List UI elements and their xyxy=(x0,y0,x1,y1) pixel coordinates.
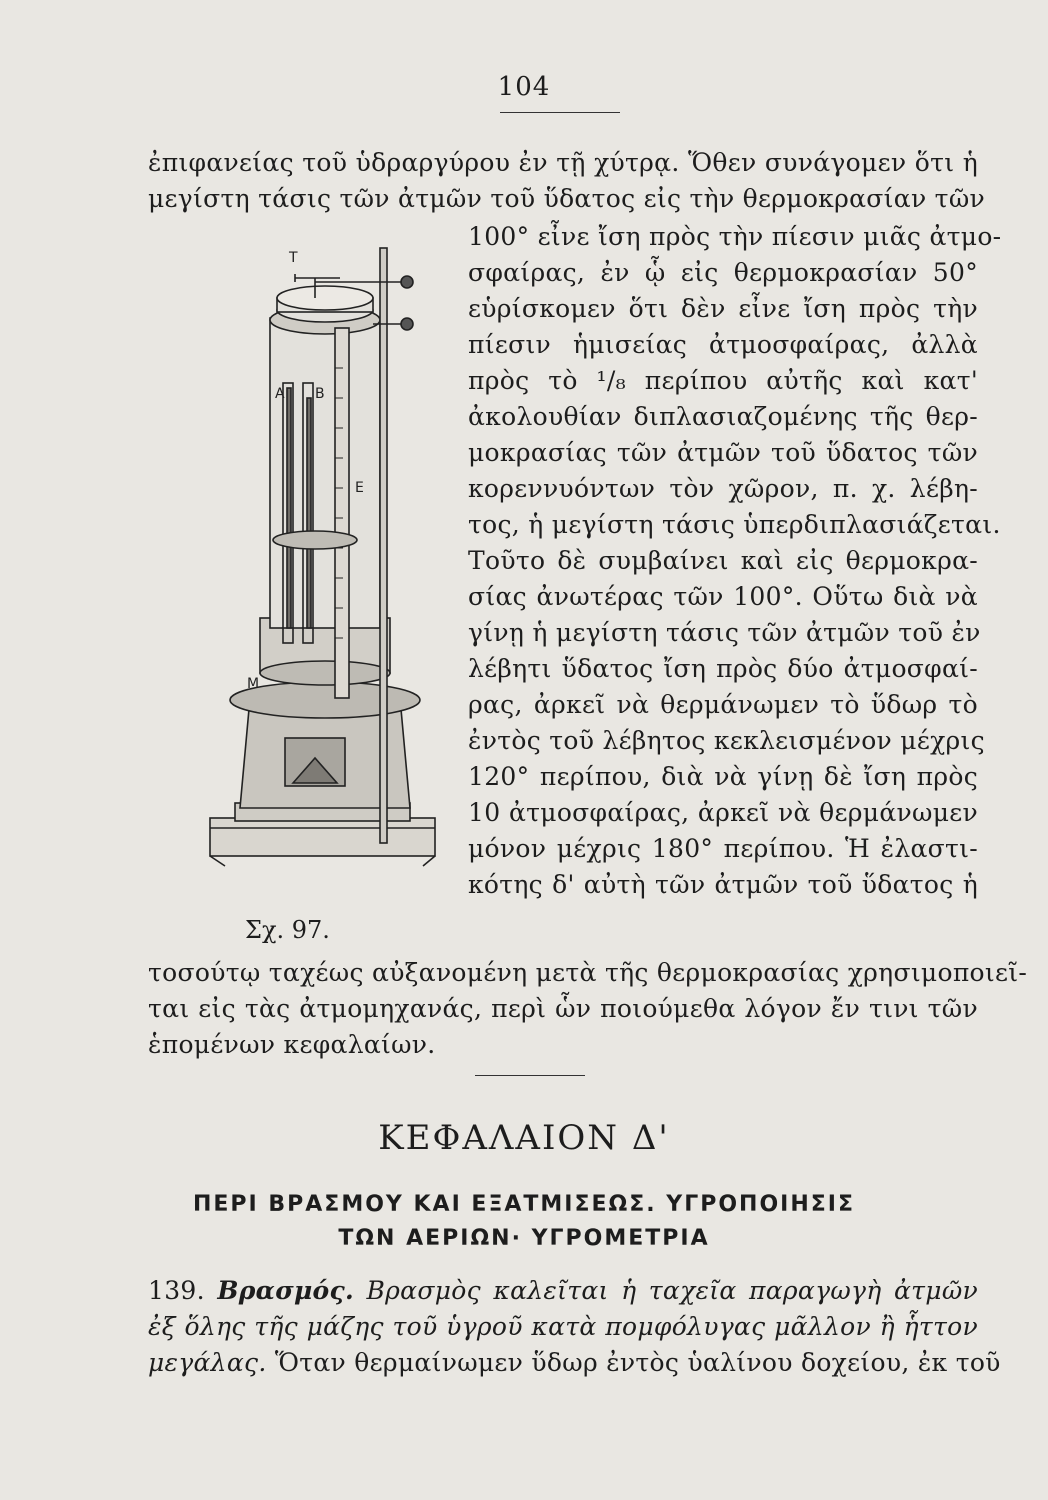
text-line: κορεννυόντων τὸν χῶρον, π. χ. λέβη- xyxy=(468,474,978,503)
text-line: μοκρασίας τῶν ἀτμῶν τοῦ ὕδατος τῶν xyxy=(468,438,978,467)
text-line: εὑρίσκομεν ὅτι δὲν εἶνε ἴση πρὸς τὴν xyxy=(468,294,978,323)
text-line: τοσούτῳ ταχέως αὐξανομένη μετὰ τῆς θερμοκρασίας χρησιμοποιεῖ- xyxy=(148,958,1028,987)
text-line: λέβητι ὕδατος ἴση πρὸς δύο ἀτμοσφαί- xyxy=(468,654,978,683)
paragraph-text: μεγάλας. xyxy=(148,1348,267,1377)
text-line: 100° εἶνε ἴση πρὸς τὴν πίεσιν μιᾶς ἀτμο- xyxy=(468,222,1002,251)
paragraph-text: Ὅταν θερμαίνωμεν ὕδωρ ἐντὸς ὑαλίνου δοχείου, ἐκ τοῦ xyxy=(274,1348,1001,1377)
section-title: ΤΩΝ ΑΕΡΙΩΝ· ΥΓΡΟΜΕΤΡΙΑ xyxy=(338,1226,710,1251)
chapter-title: ΚΕΦΑΛΑΙΟΝ Δ' xyxy=(378,1118,670,1158)
paragraph-text: Βρασμὸς καλεῖται ἡ ταχεῖα παραγωγὴ ἀτμῶν xyxy=(366,1276,979,1305)
text-line: ἑπομένων κεφαλαίων. xyxy=(148,1030,436,1059)
text-line: ἀκολουθίαν διπλασιαζομένης τῆς θερ- xyxy=(468,402,978,431)
text-line: 120° περίπου, διὰ νὰ γίνῃ δὲ ἴση πρὸς xyxy=(468,762,978,791)
text-line: κότης δ' αὐτὴ τῶν ἀτμῶν τοῦ ὕδατος ἡ xyxy=(468,870,978,899)
text-line: μόνον μέχρις 180° περίπου. Ἡ ἐλαστι- xyxy=(468,834,978,863)
paragraph-number: 139. xyxy=(148,1276,205,1305)
text-line: ἐπιφανείας τοῦ ὑδραργύρου ἐν τῇ χύτρᾳ. Ὅθεν συνάγομεν ὅτι ἡ xyxy=(148,148,978,177)
section-title: ΠΕΡΙ ΒΡΑΣΜΟΥ ΚΑΙ ΕΞΑΤΜΙΣΕΩΣ. ΥΓΡΟΠΟΙΗΣΙΣ xyxy=(192,1192,856,1217)
section-rule xyxy=(475,1075,585,1076)
text-line: σίας ἀνωτέρας τῶν 100°. Οὕτω διὰ νὰ xyxy=(468,582,978,611)
paragraph-heading: Βρασμός. xyxy=(217,1276,355,1305)
text-line: ρας, ἀρκεῖ νὰ θερμάνωμεν τὸ ὕδωρ τὸ xyxy=(468,690,978,719)
paragraph-line xyxy=(148,1276,978,1305)
paragraph-line xyxy=(148,1348,1001,1377)
figure-label-e: E xyxy=(355,480,364,496)
page-number: 104 xyxy=(497,72,551,102)
figure-label-a: A xyxy=(275,386,285,402)
figure-label-b: B xyxy=(315,386,325,402)
figure-label-m: M xyxy=(247,676,260,692)
paragraph-line: ἐξ ὅλης τῆς μάζης τοῦ ὑγροῦ κατὰ πομφόλυγας μᾶλλον ἢ ἧττον xyxy=(148,1312,978,1341)
text-line: σφαίρας, ἐν ᾧ εἰς θερμοκρασίαν 50° xyxy=(468,258,978,287)
figure-label-t: T xyxy=(289,250,298,266)
text-line: 10 ἀτμοσφαίρας, ἀρκεῖ νὰ θερμάνωμεν xyxy=(468,798,978,827)
text-line: μεγίστη τάσις τῶν ἀτμῶν τοῦ ὕδατος εἰς τὴν θερμοκρασίαν τῶν xyxy=(148,184,985,213)
text-line: ἐντὸς τοῦ λέβητος κεκλεισμένον μέχρις xyxy=(468,726,985,755)
text-line: γίνῃ ἡ μεγίστη τάσις τῶν ἀτμῶν τοῦ ἐν xyxy=(468,618,981,647)
figure-caption: Σχ. 97. xyxy=(245,916,330,944)
text-line: τος, ἡ μεγίστη τάσις ὑπερδιπλασιάζεται. xyxy=(468,510,1001,539)
text-line: ται εἰς τὰς ἀτμομηχανάς, περὶ ὧν ποιούμεθα λόγον ἔν τινι τῶν xyxy=(148,994,978,1023)
text-line: πρὸς τὸ ¹/₈ περίπου αὐτῆς καὶ κατ' xyxy=(468,366,978,395)
figure-apparatus-illustration xyxy=(175,238,465,898)
text-line: πίεσιν ἡμισείας ἀτμοσφαίρας, ἀλλὰ xyxy=(468,330,978,359)
header-rule xyxy=(500,112,620,113)
text-line: Τοῦτο δὲ συμβαίνει καὶ εἰς θερμοκρα- xyxy=(468,546,978,575)
